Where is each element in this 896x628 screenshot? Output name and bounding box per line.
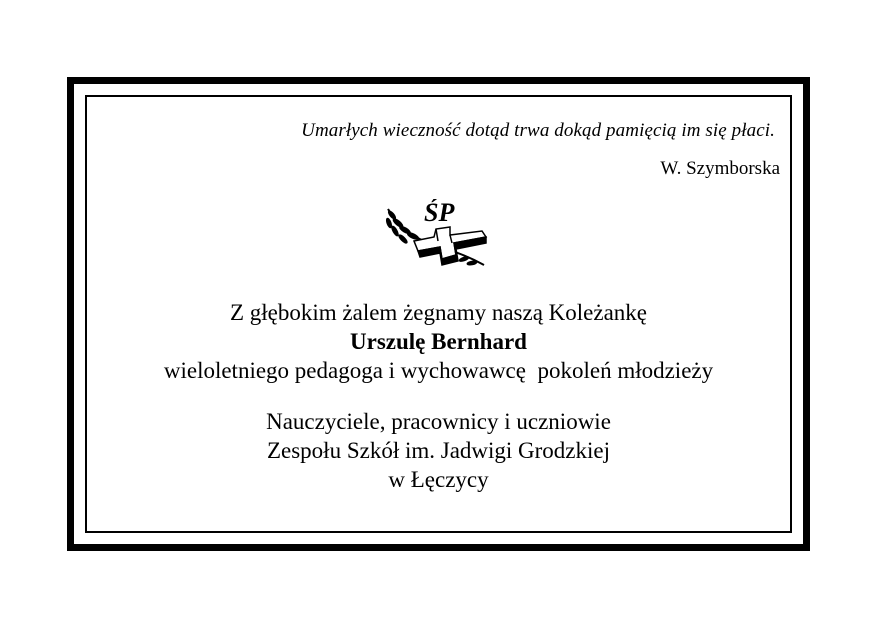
emblem-letters: ŚP	[424, 199, 455, 227]
quote-author: W. Szymborska	[660, 158, 780, 179]
outer-black-frame	[67, 77, 810, 551]
signature-line-3: w Łęczycy	[388, 467, 489, 492]
epigraph-quote: Umarłych wieczność dotąd trwa dokąd pamięcią im się płaci.	[301, 120, 775, 141]
cross-with-laurel-icon	[384, 199, 496, 271]
cross	[414, 227, 486, 265]
main-announcement	[87, 298, 790, 494]
signature-line-2: Zespołu Szkół im. Jadwigi Grodzkiej	[266, 438, 611, 463]
condolence-line: Z głębokim żalem żegnamy naszą Koleżankę	[229, 300, 647, 325]
spacer	[87, 385, 790, 407]
signature-line-1: Nauczyciele, pracownicy i uczniowie	[266, 409, 611, 434]
inner-thin-frame	[85, 95, 792, 533]
description-line: wieloletniego pedagoga i wychowawcę pokoleń młodzieży	[163, 358, 714, 383]
deceased-name: Urszulę Bernhard	[350, 329, 527, 354]
